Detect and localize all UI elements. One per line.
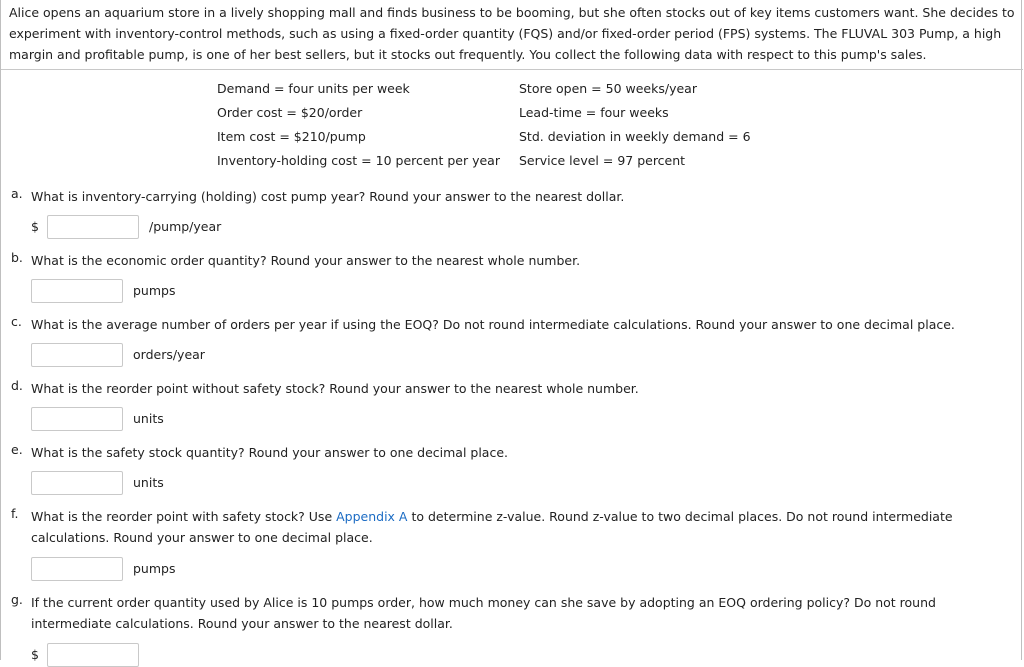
- question-f-text: [31, 506, 966, 548]
- answer-d: [31, 407, 331, 431]
- question-d-text: What is the reorder point without safety stock? Round your answer to the nearest whole number.: [31, 381, 639, 396]
- answer-e: [31, 471, 331, 495]
- data-std-deviation: Std. deviation in weekly demand = 6: [519, 129, 751, 144]
- question-c-text: What is the average number of orders per year if using the EOQ? Do not round intermediate calculations. Round your answer to one decimal place.: [31, 317, 955, 332]
- intro-divider: [1, 69, 1023, 70]
- data-item-cost: Item cost = $210/pump: [217, 129, 366, 144]
- question-f-label: f.: [11, 506, 19, 521]
- question-d-label: d.: [11, 378, 23, 393]
- data-service-level: Service level = 97 percent: [519, 153, 686, 168]
- question-e-label: e.: [11, 442, 23, 457]
- answer-a: [31, 215, 331, 239]
- question-f-text-after: to determine z-value. Round z-value to two decimal places. Do not round intermediate calculations. Round your answer to one decimal place.: [31, 509, 953, 545]
- answer-c-unit: orders/year: [133, 347, 205, 362]
- question-b-text: What is the economic order quantity? Round your answer to the nearest whole number.: [31, 253, 581, 268]
- question-a-label: a.: [11, 186, 23, 201]
- question-g-text: If the current order quantity used by Alice is 10 pumps order, how much money can she save by adopting an EOQ ordering policy? Do not round intermediate calculations. Round your answer to the nearest dollar.: [31, 595, 936, 631]
- answer-a-unit: /pump/year: [149, 219, 222, 234]
- answer-g-dollar-sign: $: [31, 647, 39, 662]
- answer-g: [31, 643, 331, 667]
- question-f-text-before: What is the reorder point with safety stock? Use: [31, 509, 337, 524]
- question-c-label: c.: [11, 314, 22, 329]
- answer-f-unit: pumps: [133, 561, 176, 576]
- problem-intro: Alice opens an aquarium store in a lively shopping mall and finds business to be booming, but she often stocks out of key items customers want. She decides to experiment with inventory-control methods, such as using a fixed-order quantity (FQS) and/or fixed-order period (FPS) systems. The FLUVAL 303 Pump, a high margin and profitable pump, is one of her best sellers, but it stocks out frequently. You collect the following data with respect to this pump's sales.: [9, 5, 1015, 62]
- question-e-text: What is the safety stock quantity? Round your answer to one decimal place.: [31, 445, 509, 460]
- answer-d-input[interactable]: [31, 407, 123, 431]
- data-lead-time: Lead-time = four weeks: [519, 105, 669, 120]
- answer-f-input[interactable]: [31, 557, 123, 581]
- answer-a-dollar-sign: $: [31, 219, 39, 234]
- data-store-open: Store open = 50 weeks/year: [519, 81, 697, 96]
- question-b-label: b.: [11, 250, 23, 265]
- answer-e-input[interactable]: [31, 471, 123, 495]
- answer-g-input[interactable]: [47, 643, 139, 667]
- question-g-label: g.: [11, 592, 23, 607]
- answer-d-unit: units: [133, 411, 164, 426]
- answer-e-unit: units: [133, 475, 164, 490]
- data-holding-cost: Inventory-holding cost = 10 percent per year: [217, 153, 500, 168]
- answer-c: [31, 343, 331, 367]
- appendix-a-link[interactable]: Appendix A: [336, 509, 408, 524]
- question-a-text: What is inventory-carrying (holding) cost pump year? Round your answer to the nearest dollar.: [31, 189, 625, 204]
- data-order-cost: Order cost = $20/order: [217, 105, 363, 120]
- data-demand: Demand = four units per week: [217, 81, 410, 96]
- answer-c-input[interactable]: [31, 343, 123, 367]
- answer-b: [31, 279, 331, 303]
- answer-a-input[interactable]: [47, 215, 139, 239]
- answer-f: [31, 557, 331, 581]
- answer-b-input[interactable]: [31, 279, 123, 303]
- answer-b-unit: pumps: [133, 283, 176, 298]
